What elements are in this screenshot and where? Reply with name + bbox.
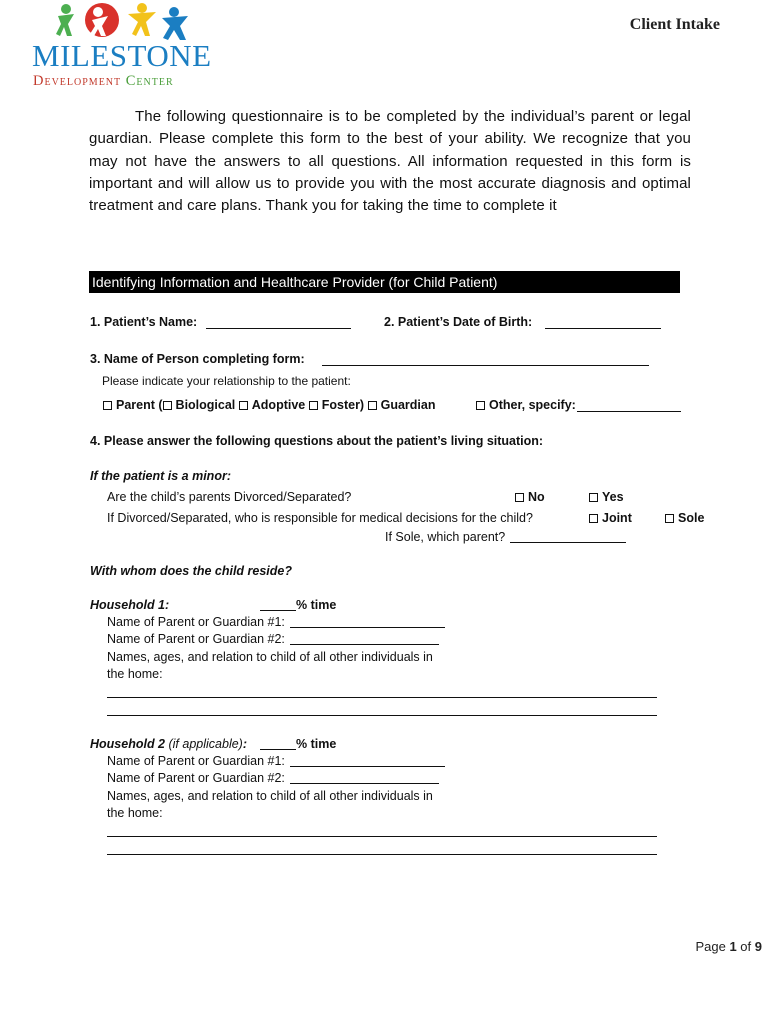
page-number — [695, 939, 762, 954]
household2-label — [90, 736, 247, 752]
household1-others-line-2[interactable] — [107, 715, 657, 716]
page-of-word: of — [736, 939, 755, 954]
page-total: 9 — [754, 939, 762, 954]
divorced-no-option — [515, 489, 545, 505]
relationship-prompt: Please indicate your relationship to the patient: — [102, 374, 351, 388]
biological-option-label: Biological — [175, 398, 236, 412]
sole-parent-field[interactable] — [510, 542, 626, 543]
sole-label: Sole — [678, 511, 705, 525]
household2-guardian2-label: Name of Parent or Guardian #2: — [107, 771, 285, 785]
patient-dob-label: 2. Patient’s Date of Birth: — [384, 315, 533, 329]
household2-others-line-2[interactable] — [107, 854, 657, 855]
patient-name-label: 1. Patient’s Name: — [90, 315, 198, 329]
divorced-question: Are the child’s parents Divorced/Separated? — [107, 490, 352, 504]
household2-others-label-2: the home: — [107, 806, 163, 820]
reside-question: With whom does the child reside? — [90, 564, 292, 578]
person-completing-field[interactable] — [322, 365, 649, 366]
sole-checkbox[interactable] — [665, 514, 674, 523]
guardian-checkbox[interactable] — [368, 401, 377, 410]
foster-option-label: Foster) — [321, 398, 365, 412]
divorced-no-checkbox[interactable] — [515, 493, 524, 502]
household1-guardian1-field[interactable] — [290, 627, 445, 628]
relationship-options — [103, 397, 435, 413]
parent-checkbox[interactable] — [103, 401, 112, 410]
divorced-no-label: No — [528, 490, 545, 504]
page-word: Page — [695, 939, 730, 954]
page-current: 1 — [729, 939, 737, 954]
household1-others-label: Names, ages, and relation to child of all other individuals in — [107, 650, 433, 664]
other-specify-field[interactable] — [577, 411, 681, 412]
adoptive-checkbox[interactable] — [239, 401, 248, 410]
living-situation-question: 4. Please answer the following questions about the patient’s living situation: — [90, 434, 544, 448]
household2-percent-label: % time — [296, 737, 337, 751]
household2-guardian2-field[interactable] — [290, 783, 439, 784]
household2-percent-field[interactable] — [260, 749, 296, 750]
person-completing-label: 3. Name of Person completing form: — [90, 352, 305, 366]
logo-subtitle-center: Center — [125, 73, 174, 89]
logo-wordmark: MILESTONE — [32, 38, 212, 73]
patient-dob-field[interactable] — [545, 328, 661, 329]
other-option-label: Other, specify: — [489, 398, 576, 412]
household1-guardian2-field[interactable] — [290, 644, 439, 645]
household1-label: Household 1: — [90, 598, 170, 612]
household2-guardian1-field[interactable] — [290, 766, 445, 767]
household2-guardian1-label: Name of Parent or Guardian #1: — [107, 754, 285, 768]
parent-option-label: Parent ( — [116, 398, 163, 412]
intro-paragraph: The following questionnaire is to be completed by the individual’s parent or legal guardian. Please complete this form to the best of your ability. We recognize that you may not have the answers to all questions. All information requested in this form is important and will allow us to provide you with the most accurate diagnosis and optimal treatment and care plans. Thank you for taking the time to complete it — [89, 108, 691, 215]
household2-label-text: Household 2 — [90, 737, 166, 751]
household1-guardian2-label: Name of Parent or Guardian #2: — [107, 632, 285, 646]
divorced-yes-option — [589, 489, 624, 505]
biological-checkbox[interactable] — [163, 401, 172, 410]
household1-percent-field[interactable] — [260, 610, 296, 611]
joint-checkbox[interactable] — [589, 514, 598, 523]
responsible-question: If Divorced/Separated, who is responsible for medical decisions for the child? — [107, 511, 533, 525]
other-option — [476, 397, 576, 413]
household1-percent-label: % time — [296, 598, 337, 612]
minor-heading: If the patient is a minor: — [90, 469, 231, 483]
logo-subtitle-development: Development — [33, 73, 126, 89]
divorced-yes-checkbox[interactable] — [589, 493, 598, 502]
household2-others-label: Names, ages, and relation to child of all other individuals in — [107, 789, 433, 803]
household2-others-line-1[interactable] — [107, 836, 657, 837]
foster-checkbox[interactable] — [309, 401, 318, 410]
household1-others-line-1[interactable] — [107, 697, 657, 698]
household2-label-colon: : — [242, 737, 248, 751]
other-checkbox[interactable] — [476, 401, 485, 410]
document-type: Client Intake — [629, 16, 720, 33]
household1-guardian1-label: Name of Parent or Guardian #1: — [107, 615, 285, 629]
joint-option — [589, 510, 632, 526]
household2-label-note: (if applicable) — [165, 737, 243, 751]
sole-parent-label: If Sole, which parent? — [385, 530, 506, 544]
adoptive-option-label: Adoptive — [251, 398, 306, 412]
sole-option — [665, 510, 704, 526]
divorced-yes-label: Yes — [602, 490, 624, 504]
logo-subtitle — [33, 73, 174, 89]
household1-others-label-2: the home: — [107, 667, 163, 681]
guardian-option-label: Guardian — [380, 398, 436, 412]
patient-name-field[interactable] — [206, 328, 351, 329]
section-heading: Identifying Information and Healthcare Provider (for Child Patient) — [89, 271, 680, 293]
joint-label: Joint — [602, 511, 632, 525]
